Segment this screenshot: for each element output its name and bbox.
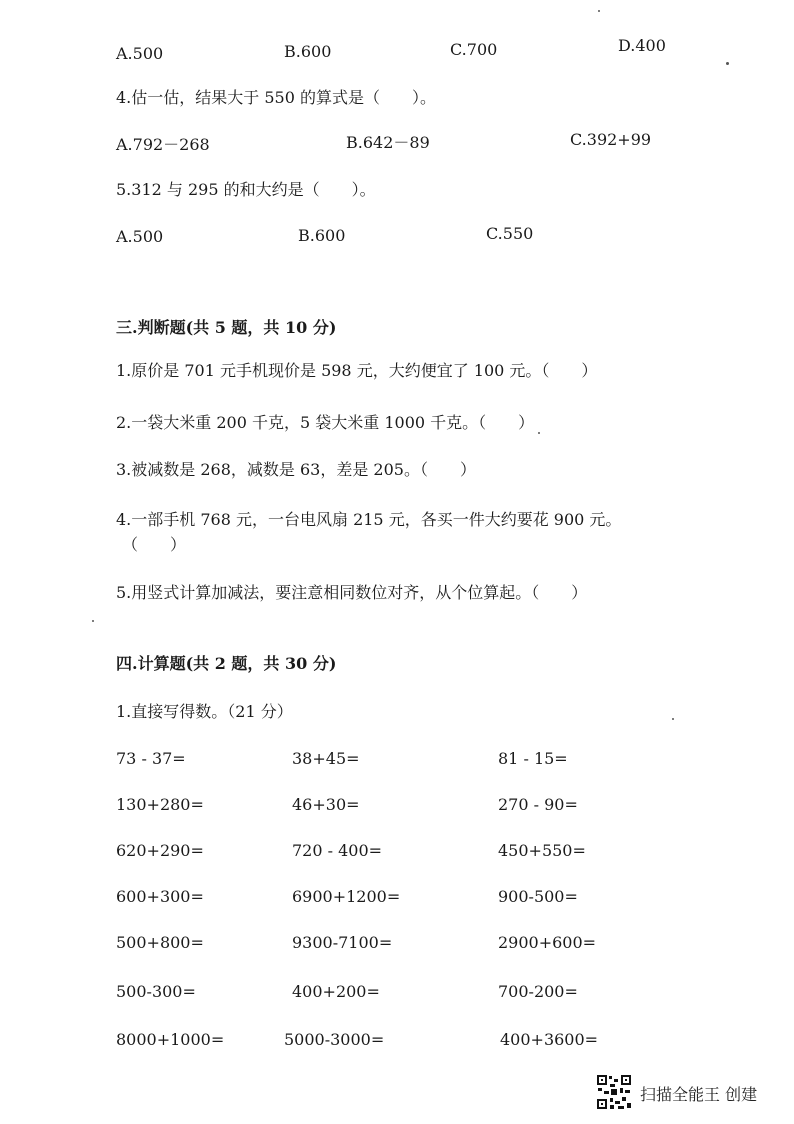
qr-code-icon bbox=[596, 1074, 632, 1110]
calc-cell: 81 - 15= bbox=[498, 749, 568, 768]
calc-cell: 600+300= bbox=[116, 887, 204, 906]
scan-speck bbox=[598, 10, 600, 12]
q4-option-c: C.392+99 bbox=[570, 130, 652, 149]
calc-cell: 620+290= bbox=[116, 841, 204, 860]
judge-item-4-bracket: （ ） bbox=[122, 535, 187, 554]
q5-stem: 5.312 与 295 的和大约是（ ）。 bbox=[116, 180, 376, 199]
q3-option-b: B.600 bbox=[284, 42, 332, 61]
calc-cell: 6900+1200= bbox=[292, 887, 401, 906]
calc-cell: 400+3600= bbox=[500, 1030, 599, 1049]
calc-cell: 900-500= bbox=[498, 887, 578, 906]
calc-cell: 8000+1000= bbox=[116, 1030, 225, 1049]
q5-option-b: B.600 bbox=[298, 226, 346, 245]
calc-cell: 9300-7100= bbox=[292, 933, 393, 952]
calc-cell: 270 - 90= bbox=[498, 795, 578, 814]
q3-option-d: D.400 bbox=[618, 36, 666, 55]
q4-option-b: B.642－89 bbox=[346, 133, 430, 152]
q4-option-a: A.792－268 bbox=[116, 135, 210, 154]
scan-speck bbox=[538, 432, 540, 434]
q3-option-a: A.500 bbox=[116, 44, 164, 63]
section-3-title: 三.判断题(共 5 题，共 10 分) bbox=[116, 318, 337, 337]
calc-cell: 500-300= bbox=[116, 982, 196, 1001]
calc-cell: 5000-3000= bbox=[284, 1030, 385, 1049]
scan-speck bbox=[726, 62, 729, 65]
calc-cell: 700-200= bbox=[498, 982, 578, 1001]
scan-speck bbox=[92, 620, 94, 622]
calc-cell: 2900+600= bbox=[498, 933, 597, 952]
calc-cell: 73 - 37= bbox=[116, 749, 186, 768]
calc-cell: 46+30= bbox=[292, 795, 360, 814]
scan-speck bbox=[672, 718, 674, 720]
judge-item-3: 3.被减数是 268，减数是 63，差是 205。（ ） bbox=[116, 460, 476, 479]
calc-cell: 130+280= bbox=[116, 795, 204, 814]
section-4-title: 四.计算题(共 2 题，共 30 分) bbox=[116, 654, 337, 673]
q5-option-a: A.500 bbox=[116, 227, 164, 246]
q5-option-c: C.550 bbox=[486, 224, 534, 243]
calc-cell: 720 - 400= bbox=[292, 841, 383, 860]
judge-item-4: 4.一部手机 768 元，一台电风扇 215 元，各买一件大约要花 900 元。 bbox=[116, 510, 622, 529]
q4-stem: 4.估一估，结果大于 550 的算式是（ ）。 bbox=[116, 88, 436, 107]
calc-subtitle: 1.直接写得数。（21 分） bbox=[116, 702, 293, 721]
calc-cell: 500+800= bbox=[116, 933, 204, 952]
judge-item-2: 2.一袋大米重 200 千克，5 袋大米重 1000 千克。（ ） bbox=[116, 413, 535, 432]
q3-option-c: C.700 bbox=[450, 40, 498, 59]
calc-cell: 400+200= bbox=[292, 982, 380, 1001]
judge-item-5: 5.用竖式计算加减法，要注意相同数位对齐，从个位算起。（ ） bbox=[116, 583, 588, 602]
calc-cell: 38+45= bbox=[292, 749, 360, 768]
scanner-watermark bbox=[596, 1074, 786, 1114]
calc-cell: 450+550= bbox=[498, 841, 586, 860]
scanner-watermark-text: 扫描全能王 创建 bbox=[640, 1085, 758, 1104]
judge-item-1: 1.原价是 701 元手机现价是 598 元，大约便宜了 100 元。（ ） bbox=[116, 361, 598, 380]
